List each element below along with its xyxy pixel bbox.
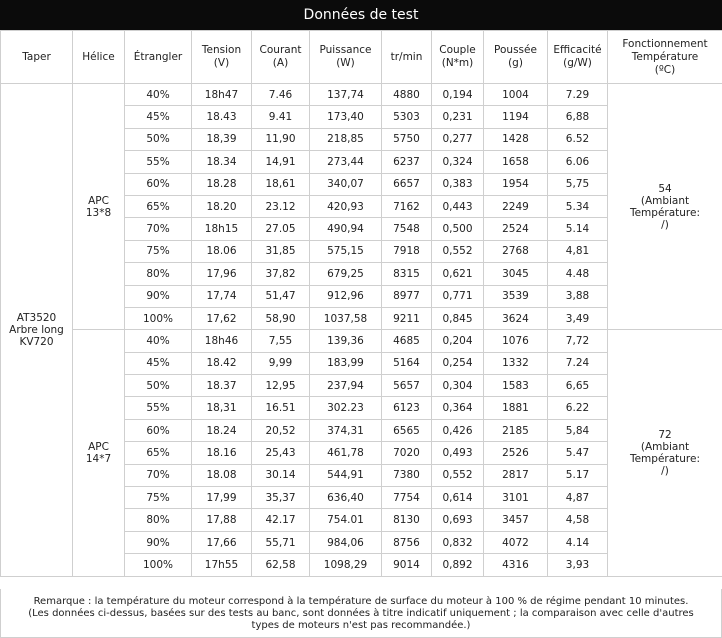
header-taper: Taper xyxy=(1,31,73,84)
efficacite-cell: 4.48 xyxy=(548,263,608,285)
rpm-cell: 7918 xyxy=(382,240,432,262)
efficacite-cell: 4,87 xyxy=(548,487,608,509)
rpm-cell: 9211 xyxy=(382,307,432,329)
tension-cell: 17,66 xyxy=(192,531,252,553)
efficacite-cell: 4,58 xyxy=(548,509,608,531)
puissance-cell: 636,40 xyxy=(310,487,382,509)
tension-cell: 18.06 xyxy=(192,240,252,262)
header-rpm: tr/min xyxy=(382,31,432,84)
tension-cell: 18.24 xyxy=(192,419,252,441)
throttle-cell: 60% xyxy=(125,419,192,441)
tension-cell: 18h46 xyxy=(192,330,252,352)
couple-cell: 0,443 xyxy=(432,195,484,217)
couple-cell: 0,364 xyxy=(432,397,484,419)
courant-cell: 14,91 xyxy=(252,151,310,173)
header-helice: Hélice xyxy=(73,31,125,84)
couple-cell: 0,500 xyxy=(432,218,484,240)
puissance-cell: 575,15 xyxy=(310,240,382,262)
poussee-cell: 4316 xyxy=(484,554,548,576)
courant-cell: 30.14 xyxy=(252,464,310,486)
courant-cell: 37,82 xyxy=(252,263,310,285)
throttle-cell: 65% xyxy=(125,195,192,217)
puissance-cell: 273,44 xyxy=(310,151,382,173)
tension-cell: 18.37 xyxy=(192,375,252,397)
couple-cell: 0,693 xyxy=(432,509,484,531)
tension-cell: 17,74 xyxy=(192,285,252,307)
throttle-cell: 55% xyxy=(125,151,192,173)
couple-cell: 0,552 xyxy=(432,240,484,262)
couple-cell: 0,426 xyxy=(432,419,484,441)
poussee-cell: 1881 xyxy=(484,397,548,419)
poussee-cell: 4072 xyxy=(484,531,548,553)
courant-cell: 11,90 xyxy=(252,128,310,150)
throttle-cell: 90% xyxy=(125,531,192,553)
couple-cell: 0,324 xyxy=(432,151,484,173)
throttle-cell: 45% xyxy=(125,352,192,374)
poussee-cell: 2185 xyxy=(484,419,548,441)
couple-cell: 0,304 xyxy=(432,375,484,397)
poussee-cell: 1332 xyxy=(484,352,548,374)
header-row xyxy=(1,31,722,84)
throttle-cell: 80% xyxy=(125,263,192,285)
rpm-cell: 5303 xyxy=(382,106,432,128)
throttle-cell: 55% xyxy=(125,397,192,419)
couple-cell: 0,892 xyxy=(432,554,484,576)
puissance-cell: 420,93 xyxy=(310,195,382,217)
efficacite-cell: 5.17 xyxy=(548,464,608,486)
courant-cell: 20,52 xyxy=(252,419,310,441)
courant-cell: 25,43 xyxy=(252,442,310,464)
header-poussee: Poussée (g) xyxy=(484,31,548,84)
throttle-cell: 90% xyxy=(125,285,192,307)
courant-cell: 31,85 xyxy=(252,240,310,262)
table-row xyxy=(1,330,722,352)
throttle-cell: 75% xyxy=(125,240,192,262)
poussee-cell: 1076 xyxy=(484,330,548,352)
temperature-cell: 72 (Ambiant Température: /) xyxy=(608,330,722,576)
efficacite-cell: 6.52 xyxy=(548,128,608,150)
rpm-cell: 5657 xyxy=(382,375,432,397)
tension-cell: 17,99 xyxy=(192,487,252,509)
tension-cell: 18h15 xyxy=(192,218,252,240)
courant-cell: 62,58 xyxy=(252,554,310,576)
tension-cell: 18.08 xyxy=(192,464,252,486)
rpm-cell: 7162 xyxy=(382,195,432,217)
tension-cell: 18.34 xyxy=(192,151,252,173)
rpm-cell: 8756 xyxy=(382,531,432,553)
tension-cell: 18h47 xyxy=(192,84,252,106)
couple-cell: 0,204 xyxy=(432,330,484,352)
puissance-cell: 139,36 xyxy=(310,330,382,352)
remark-line-1: Remarque : la température du moteur correspond à la température de surface du moteur à 100 % de régime pendant 10 minutes. xyxy=(33,596,689,607)
tension-cell: 17h55 xyxy=(192,554,252,576)
courant-cell: 9.41 xyxy=(252,106,310,128)
couple-cell: 0,277 xyxy=(432,128,484,150)
couple-cell: 0,194 xyxy=(432,84,484,106)
poussee-cell: 2524 xyxy=(484,218,548,240)
couple-cell: 0,231 xyxy=(432,106,484,128)
efficacite-cell: 5.47 xyxy=(548,442,608,464)
courant-cell: 35,37 xyxy=(252,487,310,509)
throttle-cell: 65% xyxy=(125,442,192,464)
puissance-cell: 218,85 xyxy=(310,128,382,150)
rpm-cell: 5750 xyxy=(382,128,432,150)
rpm-cell: 4685 xyxy=(382,330,432,352)
courant-cell: 27.05 xyxy=(252,218,310,240)
tension-cell: 18.20 xyxy=(192,195,252,217)
rpm-cell: 6123 xyxy=(382,397,432,419)
header-tension: Tension (V) xyxy=(192,31,252,84)
header-efficacite: Efficacité (g/W) xyxy=(548,31,608,84)
puissance-cell: 183,99 xyxy=(310,352,382,374)
poussee-cell: 3457 xyxy=(484,509,548,531)
motor-model-cell: AT3520 Arbre long KV720 xyxy=(1,84,73,577)
rpm-cell: 8977 xyxy=(382,285,432,307)
remark-note xyxy=(0,589,722,638)
poussee-cell: 1004 xyxy=(484,84,548,106)
propeller-cell: APC 13*8 xyxy=(73,84,125,330)
puissance-cell: 984,06 xyxy=(310,531,382,553)
throttle-cell: 50% xyxy=(125,375,192,397)
puissance-cell: 173,40 xyxy=(310,106,382,128)
efficacite-cell: 3,88 xyxy=(548,285,608,307)
table-title: Données de test xyxy=(0,0,722,30)
puissance-cell: 340,07 xyxy=(310,173,382,195)
couple-cell: 0,552 xyxy=(432,464,484,486)
poussee-cell: 1194 xyxy=(484,106,548,128)
remark-line-2: (Les données ci-dessus, basées sur des tests au banc, sont données à titre indicatif uniquement ; la comparaison avec celle d'autres types de moteurs n'est pas recommandée.) xyxy=(28,608,694,631)
puissance-cell: 754.01 xyxy=(310,509,382,531)
throttle-cell: 100% xyxy=(125,554,192,576)
table-row xyxy=(1,84,722,106)
tension-cell: 18,39 xyxy=(192,128,252,150)
couple-cell: 0,493 xyxy=(432,442,484,464)
rpm-cell: 6657 xyxy=(382,173,432,195)
poussee-cell: 1428 xyxy=(484,128,548,150)
efficacite-cell: 3,93 xyxy=(548,554,608,576)
throttle-cell: 75% xyxy=(125,487,192,509)
efficacite-cell: 6.22 xyxy=(548,397,608,419)
puissance-cell: 679,25 xyxy=(310,263,382,285)
courant-cell: 7.46 xyxy=(252,84,310,106)
courant-cell: 42.17 xyxy=(252,509,310,531)
poussee-cell: 3624 xyxy=(484,307,548,329)
courant-cell: 18,61 xyxy=(252,173,310,195)
efficacite-cell: 7,72 xyxy=(548,330,608,352)
puissance-cell: 137,74 xyxy=(310,84,382,106)
header-couple: Couple (N*m) xyxy=(432,31,484,84)
rpm-cell: 8315 xyxy=(382,263,432,285)
puissance-cell: 374,31 xyxy=(310,419,382,441)
puissance-cell: 302.23 xyxy=(310,397,382,419)
poussee-cell: 2526 xyxy=(484,442,548,464)
tension-cell: 18.16 xyxy=(192,442,252,464)
throttle-cell: 100% xyxy=(125,307,192,329)
couple-cell: 0,621 xyxy=(432,263,484,285)
efficacite-cell: 5.14 xyxy=(548,218,608,240)
throttle-cell: 50% xyxy=(125,128,192,150)
courant-cell: 7,55 xyxy=(252,330,310,352)
poussee-cell: 1583 xyxy=(484,375,548,397)
efficacite-cell: 6.06 xyxy=(548,151,608,173)
efficacite-cell: 6,88 xyxy=(548,106,608,128)
header-puissance: Puissance (W) xyxy=(310,31,382,84)
poussee-cell: 2817 xyxy=(484,464,548,486)
rpm-cell: 6237 xyxy=(382,151,432,173)
couple-cell: 0,845 xyxy=(432,307,484,329)
rpm-cell: 8130 xyxy=(382,509,432,531)
couple-cell: 0,254 xyxy=(432,352,484,374)
header-etrangler: Étrangler xyxy=(125,31,192,84)
poussee-cell: 1954 xyxy=(484,173,548,195)
courant-cell: 9,99 xyxy=(252,352,310,374)
courant-cell: 12,95 xyxy=(252,375,310,397)
poussee-cell: 2768 xyxy=(484,240,548,262)
rpm-cell: 5164 xyxy=(382,352,432,374)
puissance-cell: 1037,58 xyxy=(310,307,382,329)
poussee-cell: 2249 xyxy=(484,195,548,217)
efficacite-cell: 4,81 xyxy=(548,240,608,262)
courant-cell: 23.12 xyxy=(252,195,310,217)
efficacite-cell: 5,75 xyxy=(548,173,608,195)
rpm-cell: 7380 xyxy=(382,464,432,486)
test-data-table xyxy=(0,30,722,577)
efficacite-cell: 3,49 xyxy=(548,307,608,329)
couple-cell: 0,383 xyxy=(432,173,484,195)
propeller-cell: APC 14*7 xyxy=(73,330,125,576)
courant-cell: 16.51 xyxy=(252,397,310,419)
efficacite-cell: 7.24 xyxy=(548,352,608,374)
rpm-cell: 9014 xyxy=(382,554,432,576)
rpm-cell: 7548 xyxy=(382,218,432,240)
tension-cell: 18.28 xyxy=(192,173,252,195)
courant-cell: 51,47 xyxy=(252,285,310,307)
tension-cell: 17,88 xyxy=(192,509,252,531)
efficacite-cell: 6,65 xyxy=(548,375,608,397)
efficacite-cell: 4.14 xyxy=(548,531,608,553)
couple-cell: 0,832 xyxy=(432,531,484,553)
rpm-cell: 4880 xyxy=(382,84,432,106)
throttle-cell: 40% xyxy=(125,84,192,106)
rpm-cell: 7020 xyxy=(382,442,432,464)
throttle-cell: 60% xyxy=(125,173,192,195)
tension-cell: 17,96 xyxy=(192,263,252,285)
efficacite-cell: 5.34 xyxy=(548,195,608,217)
table-body xyxy=(1,84,722,577)
poussee-cell: 1658 xyxy=(484,151,548,173)
poussee-cell: 3539 xyxy=(484,285,548,307)
throttle-cell: 45% xyxy=(125,106,192,128)
puissance-cell: 461,78 xyxy=(310,442,382,464)
header-courant: Courant (A) xyxy=(252,31,310,84)
header-temperature: Fonctionnement Température (ºC) xyxy=(608,31,722,84)
throttle-cell: 80% xyxy=(125,509,192,531)
puissance-cell: 912,96 xyxy=(310,285,382,307)
couple-cell: 0,771 xyxy=(432,285,484,307)
throttle-cell: 70% xyxy=(125,464,192,486)
rpm-cell: 6565 xyxy=(382,419,432,441)
throttle-cell: 70% xyxy=(125,218,192,240)
tension-cell: 17,62 xyxy=(192,307,252,329)
rpm-cell: 7754 xyxy=(382,487,432,509)
courant-cell: 55,71 xyxy=(252,531,310,553)
couple-cell: 0,614 xyxy=(432,487,484,509)
efficacite-cell: 5,84 xyxy=(548,419,608,441)
tension-cell: 18,31 xyxy=(192,397,252,419)
puissance-cell: 544,91 xyxy=(310,464,382,486)
temperature-cell: 54 (Ambiant Température: /) xyxy=(608,84,722,330)
puissance-cell: 237,94 xyxy=(310,375,382,397)
puissance-cell: 490,94 xyxy=(310,218,382,240)
courant-cell: 58,90 xyxy=(252,307,310,329)
poussee-cell: 3045 xyxy=(484,263,548,285)
poussee-cell: 3101 xyxy=(484,487,548,509)
tension-cell: 18.42 xyxy=(192,352,252,374)
tension-cell: 18.43 xyxy=(192,106,252,128)
puissance-cell: 1098,29 xyxy=(310,554,382,576)
efficacite-cell: 7.29 xyxy=(548,84,608,106)
throttle-cell: 40% xyxy=(125,330,192,352)
